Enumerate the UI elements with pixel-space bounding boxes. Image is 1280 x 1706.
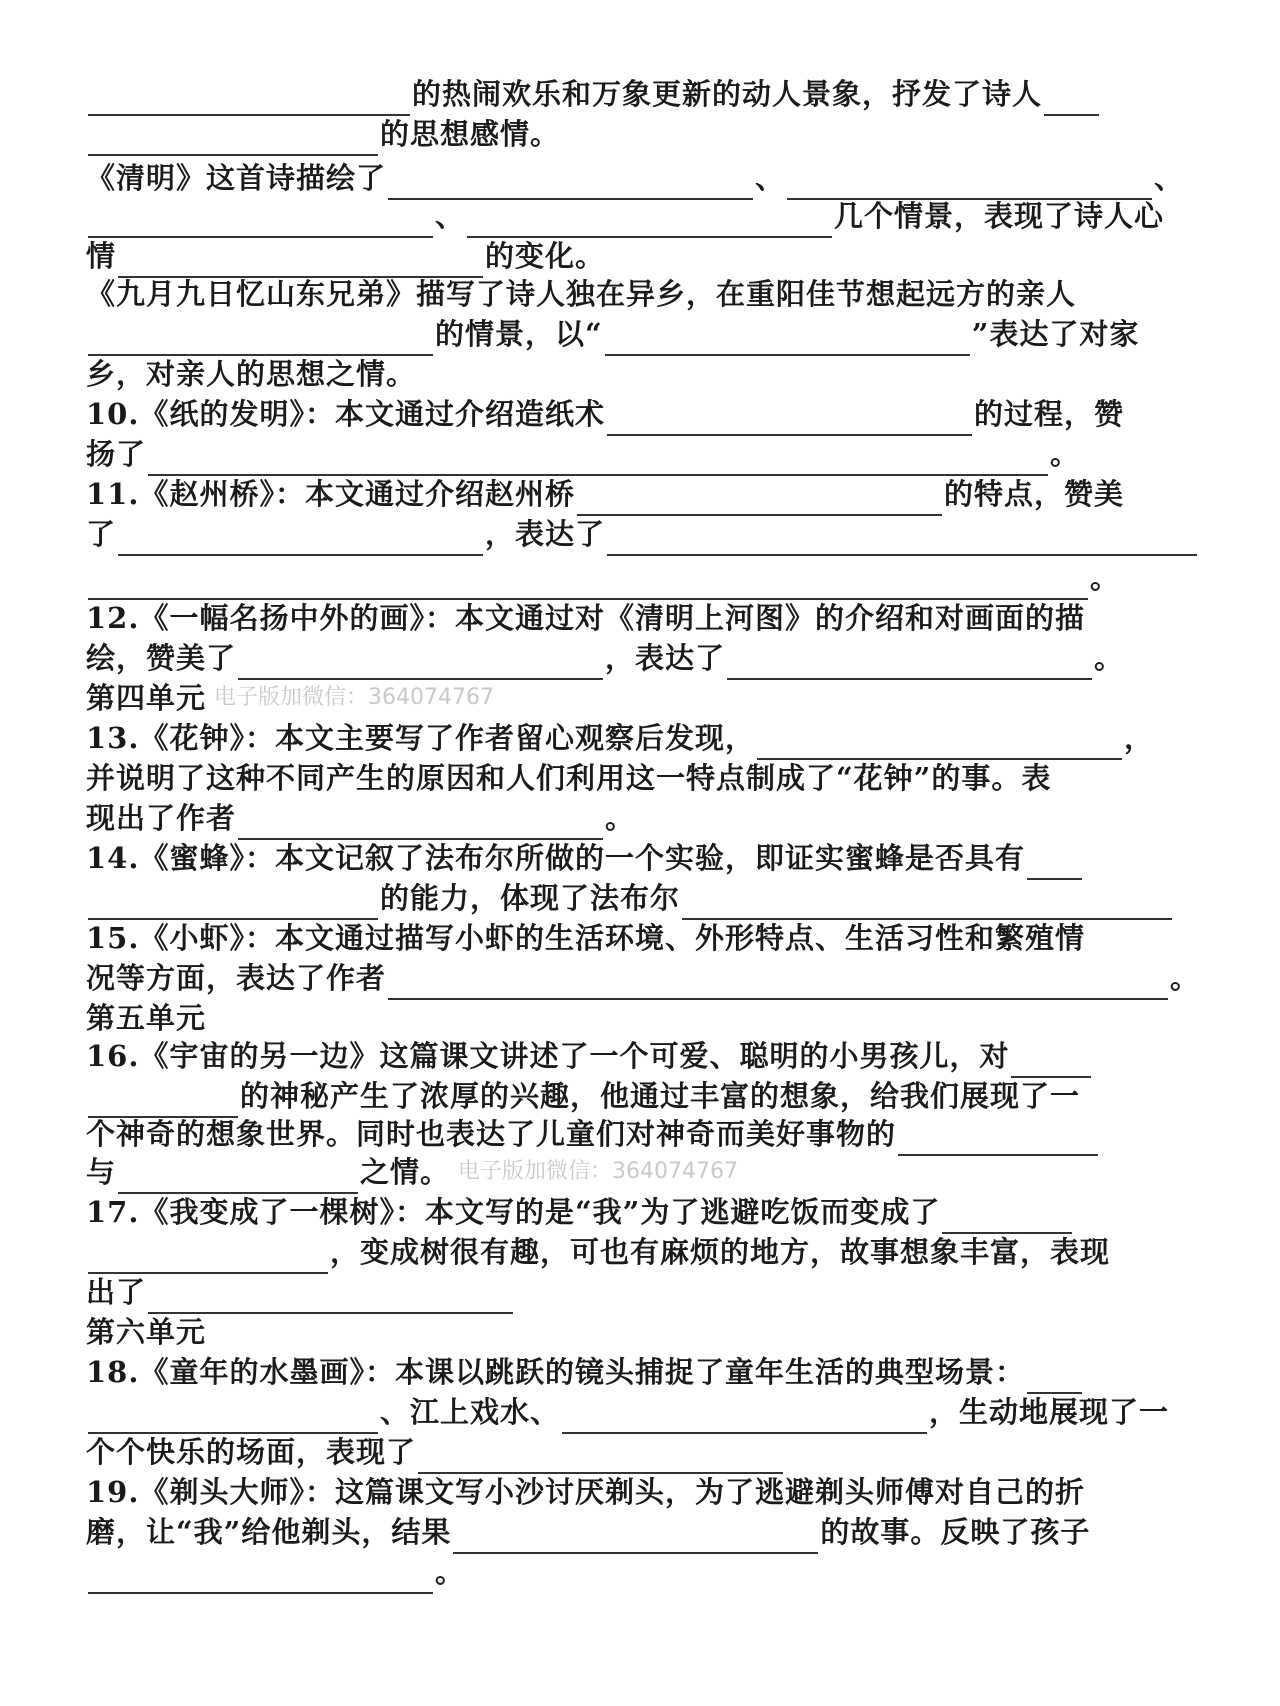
- text-segment: 。: [605, 801, 636, 835]
- text-line: [86, 956, 1200, 1000]
- text-segment: 第六单元: [86, 1315, 207, 1349]
- text-segment: ，变成树很有趣，可也有麻烦的地方，故事想象丰富，表现: [330, 1235, 1111, 1269]
- text-segment: 几个情景，表现了诗人心: [834, 199, 1165, 233]
- text-segment: 。: [1094, 641, 1125, 675]
- answer-blank[interactable]: [118, 1158, 358, 1194]
- text-line: [86, 1230, 1110, 1274]
- answer-blank[interactable]: [1044, 80, 1099, 116]
- text-line: [86, 636, 1124, 680]
- text-segment: 出了: [86, 1275, 147, 1309]
- text-line: [86, 352, 416, 396]
- text-segment: 16.《宇宙的另一边》这篇课文讲述了一个可爱、聪明的小男孩儿，对: [86, 1039, 1010, 1073]
- watermark-text: 电子版加微信：364074767: [214, 685, 494, 710]
- answer-blank[interactable]: [388, 964, 1168, 1000]
- answer-blank[interactable]: [453, 1518, 818, 1554]
- answer-blank[interactable]: [727, 644, 1092, 680]
- answer-blank[interactable]: [88, 202, 433, 238]
- text-segment: 。: [1090, 561, 1121, 595]
- text-line: [86, 1430, 785, 1474]
- text-segment: 。: [1170, 961, 1201, 995]
- text-segment: 的神秘产生了浓厚的兴趣，他通过丰富的想象，给我们展现了一: [240, 1079, 1081, 1113]
- text-segment: 的过程，赞: [973, 397, 1124, 431]
- answer-blank[interactable]: [88, 80, 410, 116]
- answer-blank[interactable]: [148, 1278, 513, 1314]
- text-line: [86, 194, 1164, 238]
- text-line: [86, 1034, 1093, 1078]
- answer-blank[interactable]: [607, 400, 972, 436]
- text-segment: 的变化。: [485, 239, 606, 273]
- answer-blank[interactable]: [1027, 1358, 1082, 1394]
- text-segment: 与: [86, 1155, 117, 1189]
- text-segment: ，表达了: [605, 641, 726, 675]
- text-segment: 的能力，体现了法布尔: [380, 881, 681, 915]
- text-line: [86, 876, 1174, 920]
- text-segment: 并说明了这种不同产生的原因和人们利用这一特点制成了“花钟”的事。表: [86, 761, 1052, 795]
- text-line: [86, 556, 1120, 600]
- answer-blank[interactable]: [757, 724, 1122, 760]
- answer-blank[interactable]: [88, 320, 433, 356]
- watermark-text: 电子版加微信：364074767: [458, 1159, 739, 1184]
- answer-blank[interactable]: [467, 202, 832, 238]
- text-segment: 个神奇的想象世界。同时也表达了儿童们对神奇而美好事物的: [86, 1117, 897, 1151]
- answer-blank[interactable]: [88, 1238, 328, 1274]
- text-segment: ，表达了: [485, 517, 606, 551]
- text-segment: ”表达了对家: [971, 317, 1140, 351]
- text-segment: 、: [755, 161, 786, 195]
- text-segment: 现出了作者: [86, 801, 237, 835]
- text-line: [86, 596, 1085, 640]
- answer-blank[interactable]: [942, 1198, 1072, 1234]
- text-line: [86, 432, 1080, 476]
- answer-blank[interactable]: [88, 120, 378, 156]
- text-line: [86, 916, 1085, 960]
- text-segment: 、: [435, 199, 466, 233]
- text-segment: ，: [1123, 721, 1154, 755]
- text-line: [86, 392, 1124, 436]
- text-line: [86, 112, 560, 156]
- text-segment: 15.《小虾》：本文通过描写小虾的生活环境、外形特点、生活习性和繁殖情: [86, 921, 1085, 955]
- text-line: [86, 1470, 1085, 1514]
- text-line: [86, 1190, 1074, 1234]
- text-line: [86, 836, 1084, 880]
- text-line: [86, 1350, 1084, 1394]
- text-segment: 17.《我变成了一棵树》：本文写的是“我”为了逃避吃饭而变成了: [86, 1195, 941, 1229]
- text-line: [86, 272, 1076, 316]
- text-segment: 之情。: [360, 1155, 451, 1189]
- answer-blank[interactable]: [607, 520, 1197, 556]
- answer-blank[interactable]: [1011, 1042, 1091, 1078]
- text-line: [86, 472, 1124, 516]
- text-segment: 。: [1050, 437, 1081, 471]
- text-segment: 磨，让“我”给他剃头，结果: [86, 1515, 452, 1549]
- text-segment: 的情景，以“: [435, 317, 603, 351]
- text-segment: 绘，赞美了: [86, 641, 237, 675]
- text-segment: 的特点，赞美: [943, 477, 1124, 511]
- text-segment: 、: [1154, 161, 1185, 195]
- text-segment: 10.《纸的发明》：本文通过介绍造纸术: [86, 397, 605, 431]
- text-segment: 个个快乐的场面，表现了: [86, 1435, 417, 1469]
- text-segment: 了: [86, 517, 117, 551]
- answer-blank[interactable]: [88, 884, 378, 920]
- text-segment: 的故事。反映了孩子: [820, 1515, 1091, 1549]
- text-segment: 13.《花钟》：本文主要写了作者留心观察后发现，: [86, 721, 755, 755]
- answer-blank[interactable]: [418, 1438, 783, 1474]
- text-line: [86, 312, 1139, 356]
- text-segment: 、江上戏水、: [380, 1395, 561, 1429]
- text-segment: ，生动地展现了一: [929, 1395, 1170, 1429]
- text-segment: 《清明》这首诗描绘了: [86, 161, 387, 195]
- answer-blank[interactable]: [682, 884, 1172, 920]
- text-segment: 《九月九日忆山东兄弟》描写了诗人独在异乡，在重阳佳节想起远方的亲人: [86, 277, 1077, 311]
- text-line: [86, 756, 1051, 800]
- text-segment: 19.《剃头大师》：这篇课文写小沙讨厌剃头，为了逃避剃头师傅对自己的折: [86, 1475, 1085, 1509]
- text-line: [86, 716, 1154, 760]
- text-segment: 况等方面，表达了作者: [86, 961, 387, 995]
- text-segment: 扬了: [86, 437, 147, 471]
- text-line: [86, 1510, 1090, 1554]
- text-segment: 情: [86, 239, 117, 273]
- text-segment: 的热闹欢乐和万象更新的动人景象，抒发了诗人: [412, 77, 1043, 111]
- answer-blank[interactable]: [238, 804, 603, 840]
- text-segment: 乡，对亲人的思想之情。: [86, 357, 417, 391]
- answer-blank[interactable]: [898, 1120, 1098, 1156]
- text-line: [86, 72, 1101, 116]
- text-line: [86, 1390, 1169, 1434]
- answer-blank[interactable]: [605, 320, 970, 356]
- text-segment: 的思想感情。: [380, 117, 561, 151]
- text-line: [86, 1270, 515, 1314]
- answer-blank[interactable]: [1027, 844, 1082, 880]
- text-segment: 14.《蜜蜂》：本文记叙了法布尔所做的一个实验，即证实蜜蜂是否具有: [86, 841, 1025, 875]
- answer-blank[interactable]: [238, 644, 603, 680]
- answer-blank[interactable]: [88, 1558, 433, 1594]
- answer-blank[interactable]: [562, 1398, 927, 1434]
- text-line: [86, 1550, 465, 1594]
- text-line: [86, 1310, 206, 1354]
- text-segment: 第四单元: [86, 681, 207, 715]
- text-segment: 18.《童年的水墨画》：本课以跳跃的镜头捕捉了童年生活的典型场景：: [86, 1355, 1025, 1389]
- text-line: [86, 512, 1199, 556]
- text-segment: 11.《赵州桥》：本文通过介绍赵州桥: [86, 477, 575, 511]
- text-segment: 。: [435, 1555, 466, 1589]
- text-line: [86, 676, 494, 720]
- text-segment: 12.《一幅名扬中外的画》：本文通过对《清明上河图》的介绍和对画面的描: [86, 601, 1085, 635]
- answer-blank[interactable]: [577, 480, 942, 516]
- text-line: [86, 796, 635, 840]
- text-line: [86, 1150, 738, 1194]
- answer-blank[interactable]: [148, 440, 1048, 476]
- answer-blank[interactable]: [88, 1398, 378, 1434]
- answer-blank[interactable]: [88, 564, 1088, 600]
- answer-blank[interactable]: [118, 520, 483, 556]
- text-segment: 第五单元: [86, 1001, 207, 1035]
